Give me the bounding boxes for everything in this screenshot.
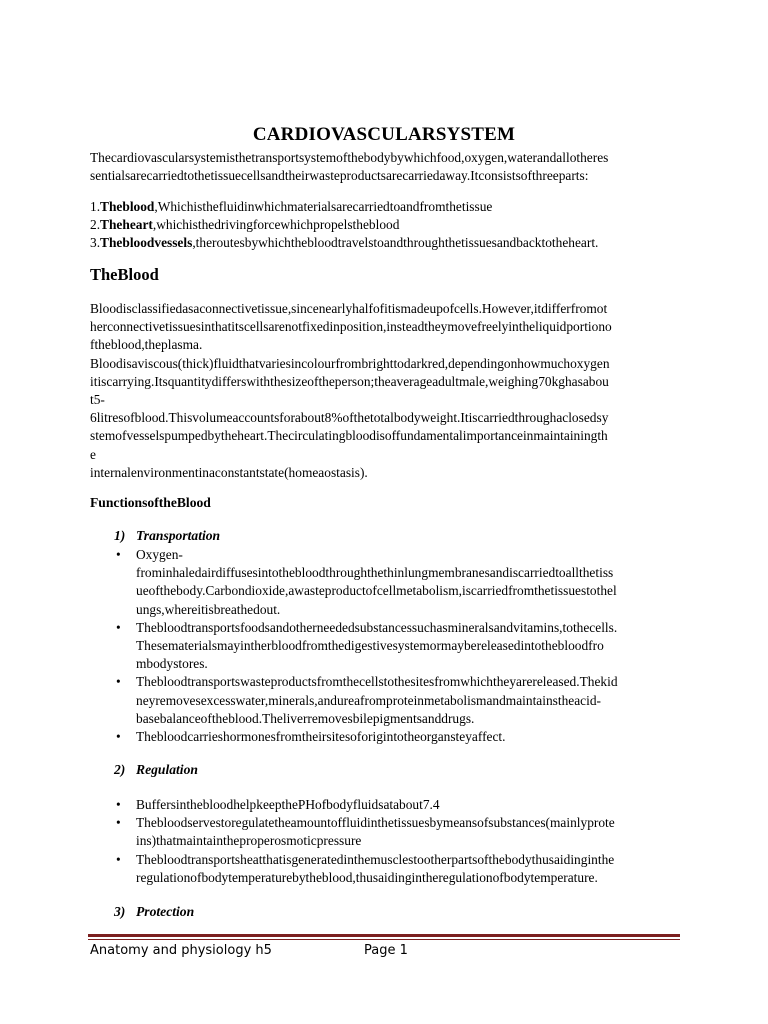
bullet-icon: • (116, 797, 121, 812)
transportation-list (114, 546, 684, 746)
footer-document-name: Anatomy and physiology h5 (90, 943, 272, 958)
list-item: • BuffersinthebloodhelpkeepthePHofbodyfluidsatabout7.4 (114, 796, 684, 814)
list-item: • Oxygen- frominhaledairdiffusesintothebloodthroughthethinlungmembranesandiscarriedtoallthetiss ueofthebody.Carbondioxide,awasteproductofcellmetabolism,iscarriedfromthetissuestothel ungs,whereitisbreathedout. (116, 547, 617, 617)
parts-item: 1.Theblood,Whichisthefluidinwhichmaterialsarecarriedtoandfromthetissue (90, 199, 493, 214)
bullet-icon: • (116, 815, 121, 831)
section-heading-blood: TheBlood (90, 265, 159, 284)
list-item: • Thebloodservestoregulatetheamountoffluidinthetissuesbymeansofsubstances(mainlyprote ins)thatmaintaintheproperosmoticpressure (116, 815, 615, 849)
list-item: • Thebloodtransportsheatthatisgeneratedinthemusclestootherpartsofthebodythusaidinginthe regulationofbodytemperaturebytheblood,thusaidingintheregulationofbodytemperature. (116, 851, 615, 885)
bullet-icon: • (116, 729, 121, 745)
parts-item: 3.Thebloodvessels,theroutesbywhichthebloodtravelstoandthroughthetissuesandbacktotheheart. (90, 235, 599, 251)
subheading-regulation: 2) Regulation (114, 762, 198, 777)
blood-paragraph: Bloodisclassifiedasaconnectivetissue,sincenearlyhalfofitismadeupofcells.However,itdifferfromot herconnectivetissuesinthatitscellsarenotfixedinposition,insteadtheymovefreelyintheliquidportiono ftheblood,theplasma. Bloodisaviscous(thick)fluidthatvariesincolourfrombrighttodarkred,dependingonhowmuchoxygen itiscarrying.Itsquantitydifferswiththesizeoftheperson;theaverageadultmale,weighing70kghasabou t5- 6litresofblood.Thisvolumeaccountsforabout8%ofthetotalbodyweight.Itiscarriedthroughaclosedsy stemofvesselspumpedbytheheart.Thecirculatingbloodisoffundamentalimportanceinmaintainingth e internalenvironmentinaconstantstate(homeaostasis). (90, 301, 612, 480)
bullet-icon: • (116, 547, 121, 562)
intro-paragraph: Thecardiovascularsystemisthetransportsystemofthebodybywhichfood,oxygen,waterandallotheres sentialsarecarriedtothetissuecellsandtheirwasteproductsarecarriedaway.Itconsistsofthreeparts: (90, 150, 609, 184)
bullet-icon: • (116, 674, 121, 690)
footer-page-number: Page 1 (364, 943, 408, 958)
bullet-icon: • (116, 851, 121, 867)
bullet-icon: • (116, 619, 121, 635)
list-item: • Thebloodtransportswasteproductsfromthecellstothesitesfromwhichtheyarereleased.Thekid neyremovesexcesswater,minerals,andureafromproteinmetabolismandmaintainstheacid- basebalanceoftheblood.Theliverremovesbilepigmentsanddrugs. (116, 674, 618, 726)
list-item: • Thebloodtransportsfoodsandotherneededsubstancessuchasmineralsandvitamins,tothecells. Thesematerialsmayintherbloodfromthedigestivesystemormaybereleasedintothebloodfro mbodystores. (116, 619, 618, 672)
list-item: • Thebloodcarrieshormonesfromtheirsitesoforigintotheorgansteyaffect. (114, 728, 684, 746)
parts-item: 2.Theheart,whichisthedrivingforcewhichpropelstheblood (90, 217, 400, 233)
functions-heading: FunctionsoftheBlood (90, 495, 211, 510)
footer-rule-thin (88, 939, 680, 940)
footer-rule-thick (88, 934, 680, 937)
regulation-list (114, 796, 684, 887)
parts-list (90, 198, 690, 253)
subheading-protection: 3) Protection (114, 904, 195, 919)
subheading-transportation: 1) Transportation (114, 528, 221, 543)
page-title: CARDIOVASCULARSYSTEM (252, 124, 516, 145)
